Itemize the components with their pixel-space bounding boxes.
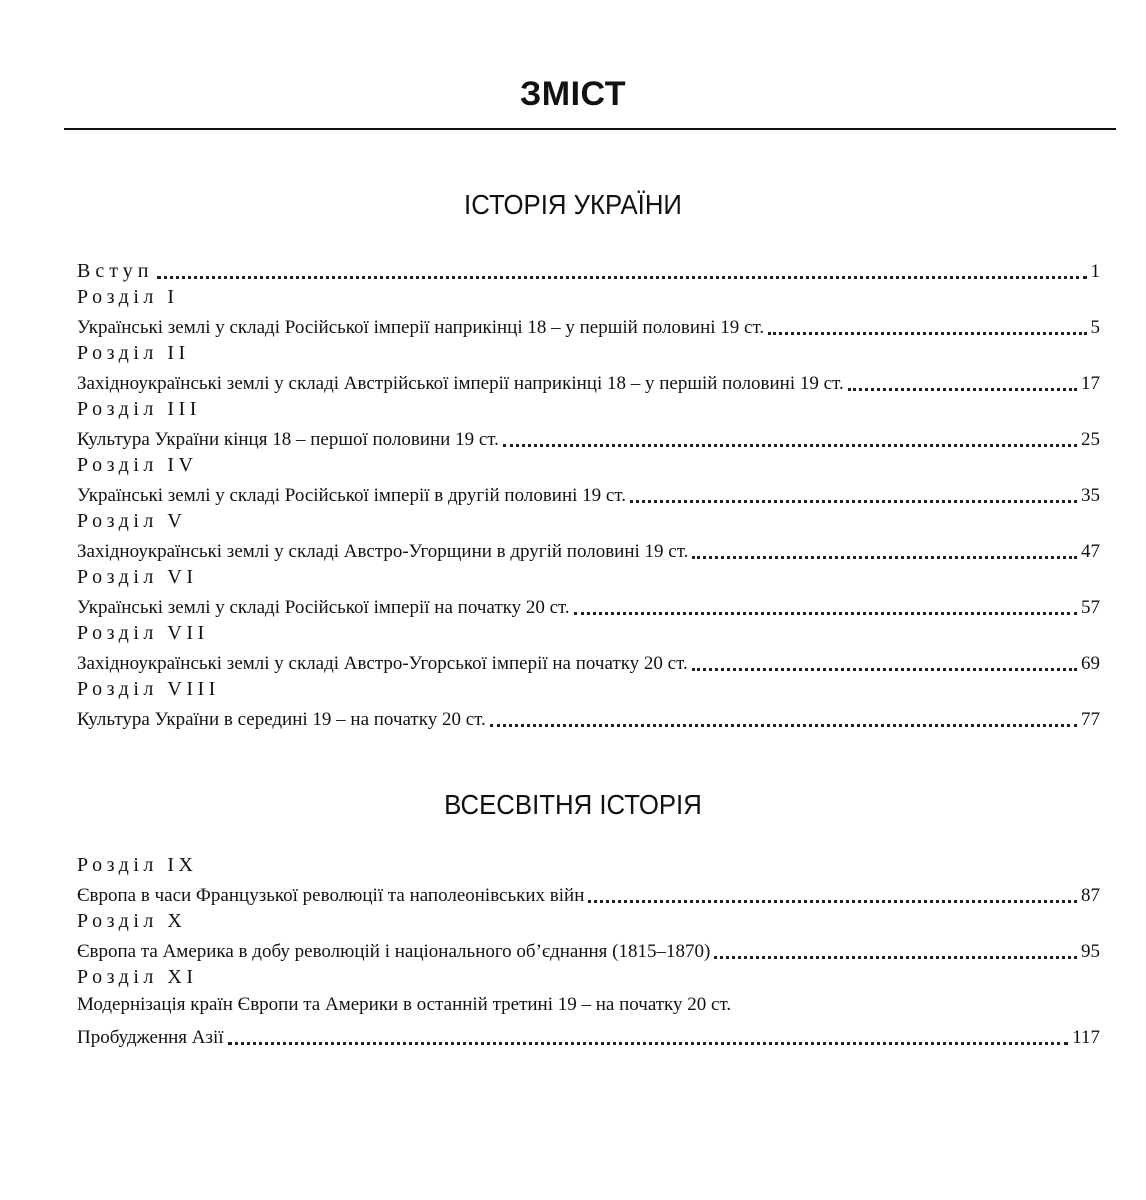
toc-entry-4[interactable] (77, 452, 1100, 508)
toc-entry-3[interactable] (77, 396, 1100, 452)
entry-title: Європа в часи Французької революції та наполеонівських війн (77, 885, 585, 906)
section-label: Розділ І (77, 286, 179, 308)
dot-leader (588, 880, 1077, 903)
entry-title: Українські землі у складі Російської імперії на початку 20 ст. (77, 597, 570, 618)
entry-page: 87 (1081, 885, 1100, 906)
toc-entry-5[interactable] (77, 508, 1100, 564)
entry-page: 47 (1081, 541, 1100, 562)
toc-entry-intro[interactable] (77, 254, 1100, 284)
section-label: Розділ XI (77, 966, 198, 988)
entry-title: Західноукраїнські землі у складі Австро-Угорщини в другій половині 19 ст. (77, 541, 689, 562)
entry-title: Західноукраїнські землі у складі Австрійської імперії наприкінці 18 – у першій половині 19 ст. (77, 373, 844, 394)
entry-title: Вступ (77, 260, 154, 282)
toc-entry-1[interactable] (77, 284, 1100, 340)
dot-leader (848, 368, 1077, 391)
entry-title: Українські землі у складі Російської імперії в другій половині 19 ст. (77, 485, 626, 506)
section-heading-world: ВСЕСВІТНЯ ІСТОРІЯ (444, 789, 702, 820)
entry-page: 5 (1090, 317, 1100, 338)
entry-page: 17 (1081, 373, 1100, 394)
entry-title-line1: Модернізація країн Європи та Америки в останній третині 19 – на початку 20 ст. (77, 994, 732, 1015)
entry-title: Західноукраїнські землі у складі Австро-Угорської імперії на початку 20 ст. (77, 653, 688, 674)
section-label: Розділ VII (77, 622, 209, 644)
entry-title: Європа та Америка в добу революцій і національного об’єднання (1815–1870) (77, 941, 711, 962)
entry-page: 95 (1081, 941, 1100, 962)
section-label: Розділ ІІІ (77, 398, 201, 420)
entry-page: 25 (1081, 429, 1100, 450)
toc-entry-7[interactable] (77, 620, 1100, 676)
dot-leader (714, 936, 1077, 959)
dot-leader (692, 648, 1077, 671)
entry-page: 1 (1090, 261, 1100, 282)
dot-leader (692, 536, 1077, 559)
toc-entry-2[interactable] (77, 340, 1100, 396)
toc-list-world (77, 852, 1100, 1050)
section-label: Розділ IV (77, 454, 198, 476)
dot-leader (157, 256, 1086, 279)
toc-list-ukraine (77, 254, 1100, 732)
section-label: Розділ IX (77, 854, 198, 876)
dot-leader (630, 480, 1077, 503)
entry-title: Українські землі у складі Російської імперії наприкінці 18 – у першій половині 19 ст. (77, 317, 765, 338)
entry-title: Культура України кінця 18 – першої половини 19 ст. (77, 429, 499, 450)
entry-page: 35 (1081, 485, 1100, 506)
toc-entry-8[interactable] (77, 676, 1100, 732)
section-label: Розділ V (77, 510, 187, 532)
dot-leader (503, 424, 1077, 447)
entry-page: 117 (1072, 1027, 1100, 1048)
dot-leader (490, 704, 1077, 727)
entry-title: Пробудження Азії (77, 1027, 224, 1048)
entry-page: 77 (1081, 709, 1100, 730)
section-heading-ukraine: ІСТОРІЯ УКРАЇНИ (464, 189, 682, 220)
section-label: Розділ ІІ (77, 342, 190, 364)
page-title: ЗМІСТ (519, 75, 627, 113)
dot-leader (768, 312, 1086, 335)
toc-entry-9[interactable] (77, 852, 1100, 908)
title-divider (64, 128, 1116, 130)
toc-entry-10[interactable] (77, 908, 1100, 964)
dot-leader (228, 1022, 1069, 1045)
entry-page: 69 (1081, 653, 1100, 674)
entry-page: 57 (1081, 597, 1100, 618)
section-label: Розділ X (77, 910, 187, 932)
dot-leader (574, 592, 1077, 615)
toc-entry-6[interactable] (77, 564, 1100, 620)
section-label: Розділ VI (77, 566, 198, 588)
toc-entry-11[interactable] (77, 964, 1100, 1050)
section-label: Розділ VIII (77, 678, 220, 700)
entry-title: Культура України в середині 19 – на початку 20 ст. (77, 709, 486, 730)
